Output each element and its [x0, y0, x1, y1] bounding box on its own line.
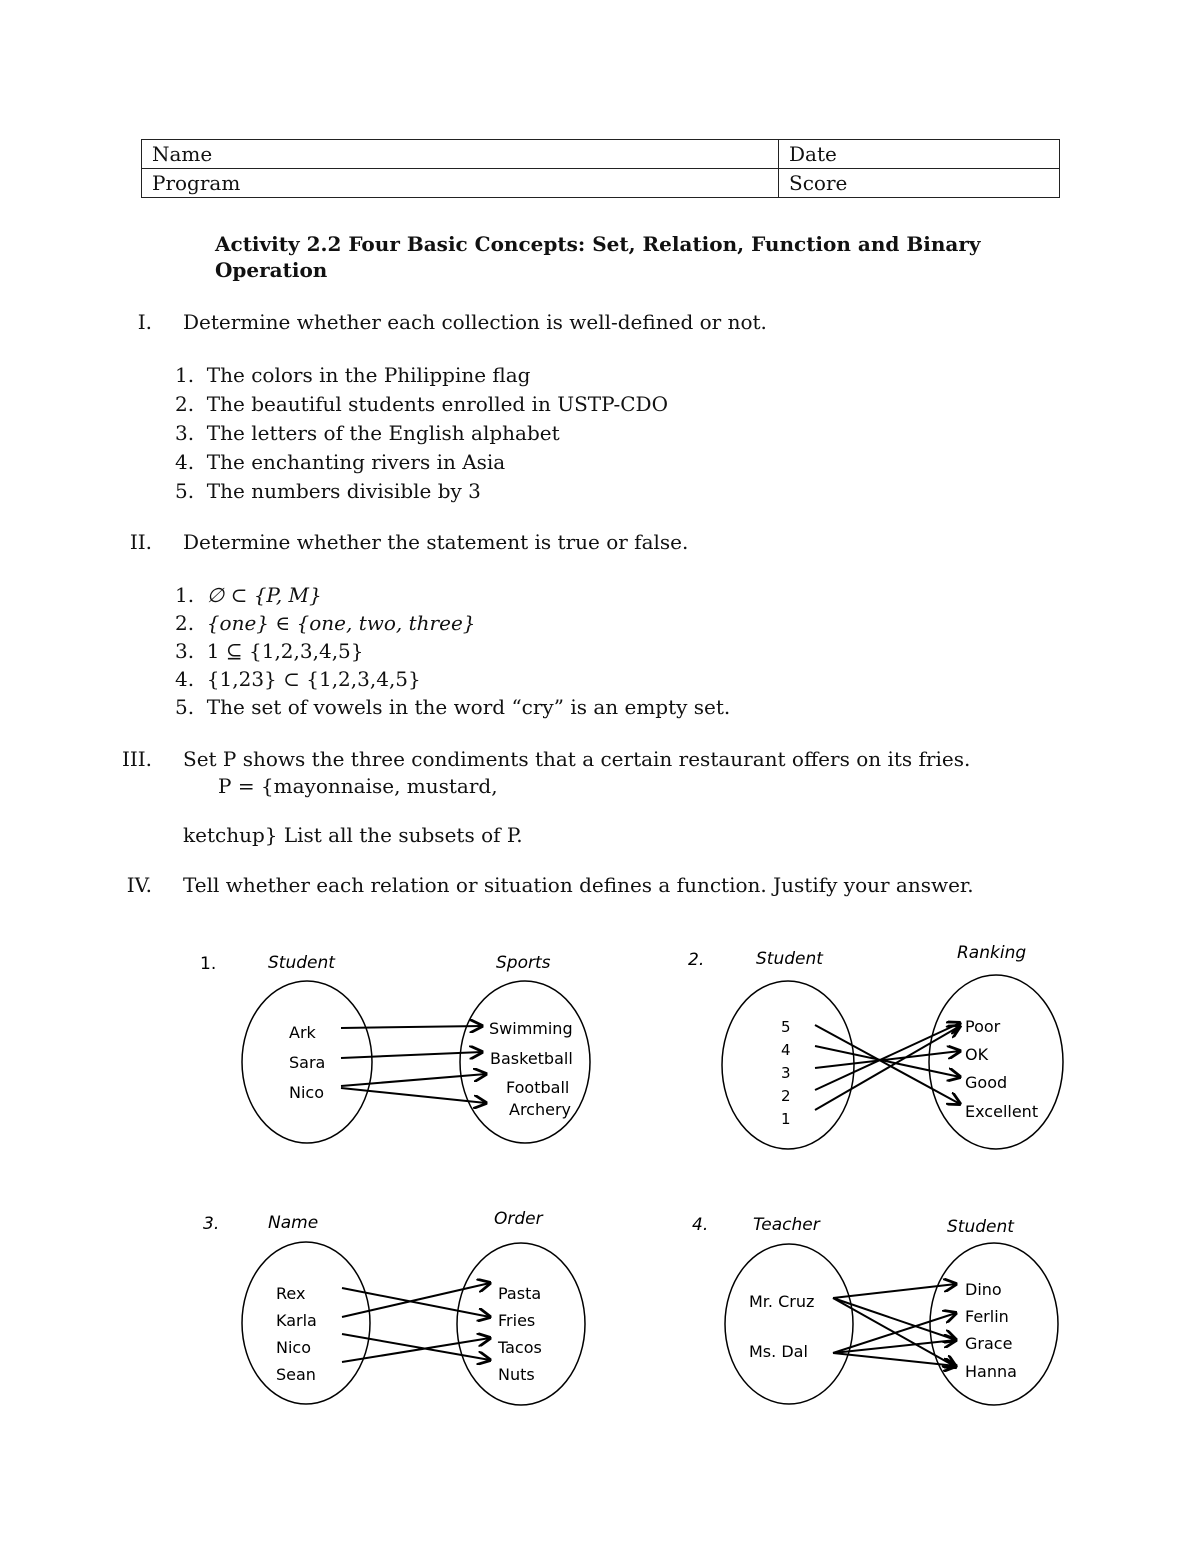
domain-element: Karla — [276, 1311, 317, 1330]
activity-title: Activity 2.2 Four Basic Concepts: Set, Relation, Function and Binary Operation — [215, 232, 981, 282]
date-field[interactable]: Date — [779, 140, 1060, 169]
list-item: 3. The letters of the English alphabet — [175, 421, 560, 445]
section1-numeral: I. — [137, 310, 152, 334]
range-element: Pasta — [498, 1284, 542, 1303]
range-element: Excellent — [965, 1102, 1039, 1121]
domain-element: Sean — [276, 1365, 316, 1384]
domain-label: Student — [756, 949, 823, 969]
mapping-arrow — [341, 1026, 482, 1028]
list-item: 5. The set of vowels in the word “cry” is an empty set. — [175, 695, 731, 719]
score-field[interactable]: Score — [779, 169, 1060, 198]
domain-label: Student — [268, 953, 335, 973]
diagram-1 — [200, 953, 590, 1143]
range-oval — [929, 975, 1063, 1149]
mapping-arrow — [833, 1284, 956, 1298]
range-element: Dino — [965, 1280, 1002, 1299]
range-element: Hanna — [965, 1362, 1017, 1381]
domain-element: 4 — [781, 1041, 791, 1059]
range-label: Sports — [496, 953, 551, 973]
range-element: Archery — [509, 1100, 571, 1119]
domain-element: 1 — [781, 1110, 791, 1128]
diagram-3 — [203, 1209, 585, 1405]
list-item: 4. The enchanting rivers in Asia — [175, 450, 506, 474]
domain-element: Rex — [276, 1284, 306, 1303]
domain-element: 2 — [781, 1087, 791, 1105]
list-item: 2. {one} ∈ {one, two, three} — [175, 611, 476, 635]
range-element: Football — [506, 1078, 570, 1097]
domain-label: Teacher — [753, 1215, 820, 1235]
section3-instruction: Set P shows the three condiments that a certain restaurant offers on its fries. — [183, 747, 971, 771]
diagram-number: 1. — [200, 954, 217, 974]
domain-element: Ark — [289, 1023, 316, 1042]
section2-instruction: Determine whether the statement is true or false. — [183, 530, 689, 554]
range-element: Grace — [965, 1334, 1013, 1353]
range-label: Ranking — [957, 943, 1027, 963]
domain-element: Nico — [289, 1083, 324, 1102]
domain-element: Nico — [276, 1338, 311, 1357]
mapping-arrow — [341, 1074, 486, 1086]
range-element: Ferlin — [965, 1307, 1009, 1326]
section4-numeral: IV. — [126, 873, 152, 897]
range-element: Basketball — [490, 1049, 573, 1068]
diagram-4 — [692, 1215, 1058, 1405]
section2-numeral: II. — [129, 530, 152, 554]
section3-numeral: III. — [121, 747, 152, 771]
mapping-arrow — [815, 1026, 960, 1110]
range-element: Nuts — [498, 1365, 535, 1384]
diagram-2 — [688, 943, 1063, 1149]
domain-element: 3 — [781, 1064, 791, 1082]
section1-instruction: Determine whether each collection is well-defined or not. — [183, 310, 767, 334]
range-label: Order — [494, 1209, 543, 1229]
section4-instruction: Tell whether each relation or situation defines a function. Justify your answer. — [183, 873, 974, 897]
range-element: Swimming — [489, 1019, 573, 1038]
section3-set: P = {mayonnaise, mustard, — [218, 774, 498, 798]
diagram-number: 3. — [203, 1214, 220, 1234]
range-label: Student — [947, 1217, 1014, 1237]
list-item: 1. ∅ ⊂ {P, M} — [175, 583, 322, 607]
range-element: Tacos — [498, 1338, 542, 1357]
range-element: OK — [965, 1045, 989, 1064]
domain-label: Name — [268, 1213, 319, 1233]
mapping-arrow — [342, 1338, 490, 1362]
name-field[interactable]: Name — [142, 140, 779, 169]
mapping-arrow — [833, 1353, 956, 1366]
program-field[interactable]: Program — [142, 169, 779, 198]
range-element: Poor — [965, 1017, 1001, 1036]
section3-continuation: ketchup} List all the subsets of P. — [183, 823, 523, 847]
range-element: Good — [965, 1073, 1008, 1092]
domain-element: Ms. Dal — [749, 1342, 808, 1361]
domain-element: 5 — [781, 1018, 791, 1036]
domain-oval — [725, 1244, 853, 1404]
domain-element: Mr. Cruz — [749, 1292, 815, 1311]
mapping-arrow — [815, 1046, 960, 1077]
list-item: 5. The numbers divisible by 3 — [175, 479, 481, 503]
list-item: 3. 1 ⊆ {1,2,3,4,5} — [175, 639, 364, 663]
list-item: 1. The colors in the Philippine flag — [175, 363, 531, 387]
diagram-number: 2. — [688, 950, 705, 970]
list-item: 2. The beautiful students enrolled in USTP-CDO — [175, 392, 668, 416]
mapping-arrow — [815, 1023, 960, 1090]
list-item: 4. {1,23} ⊂ {1,2,3,4,5} — [175, 667, 421, 691]
domain-element: Sara — [289, 1053, 326, 1072]
range-element: Fries — [498, 1311, 536, 1330]
diagram-number: 4. — [692, 1215, 709, 1235]
